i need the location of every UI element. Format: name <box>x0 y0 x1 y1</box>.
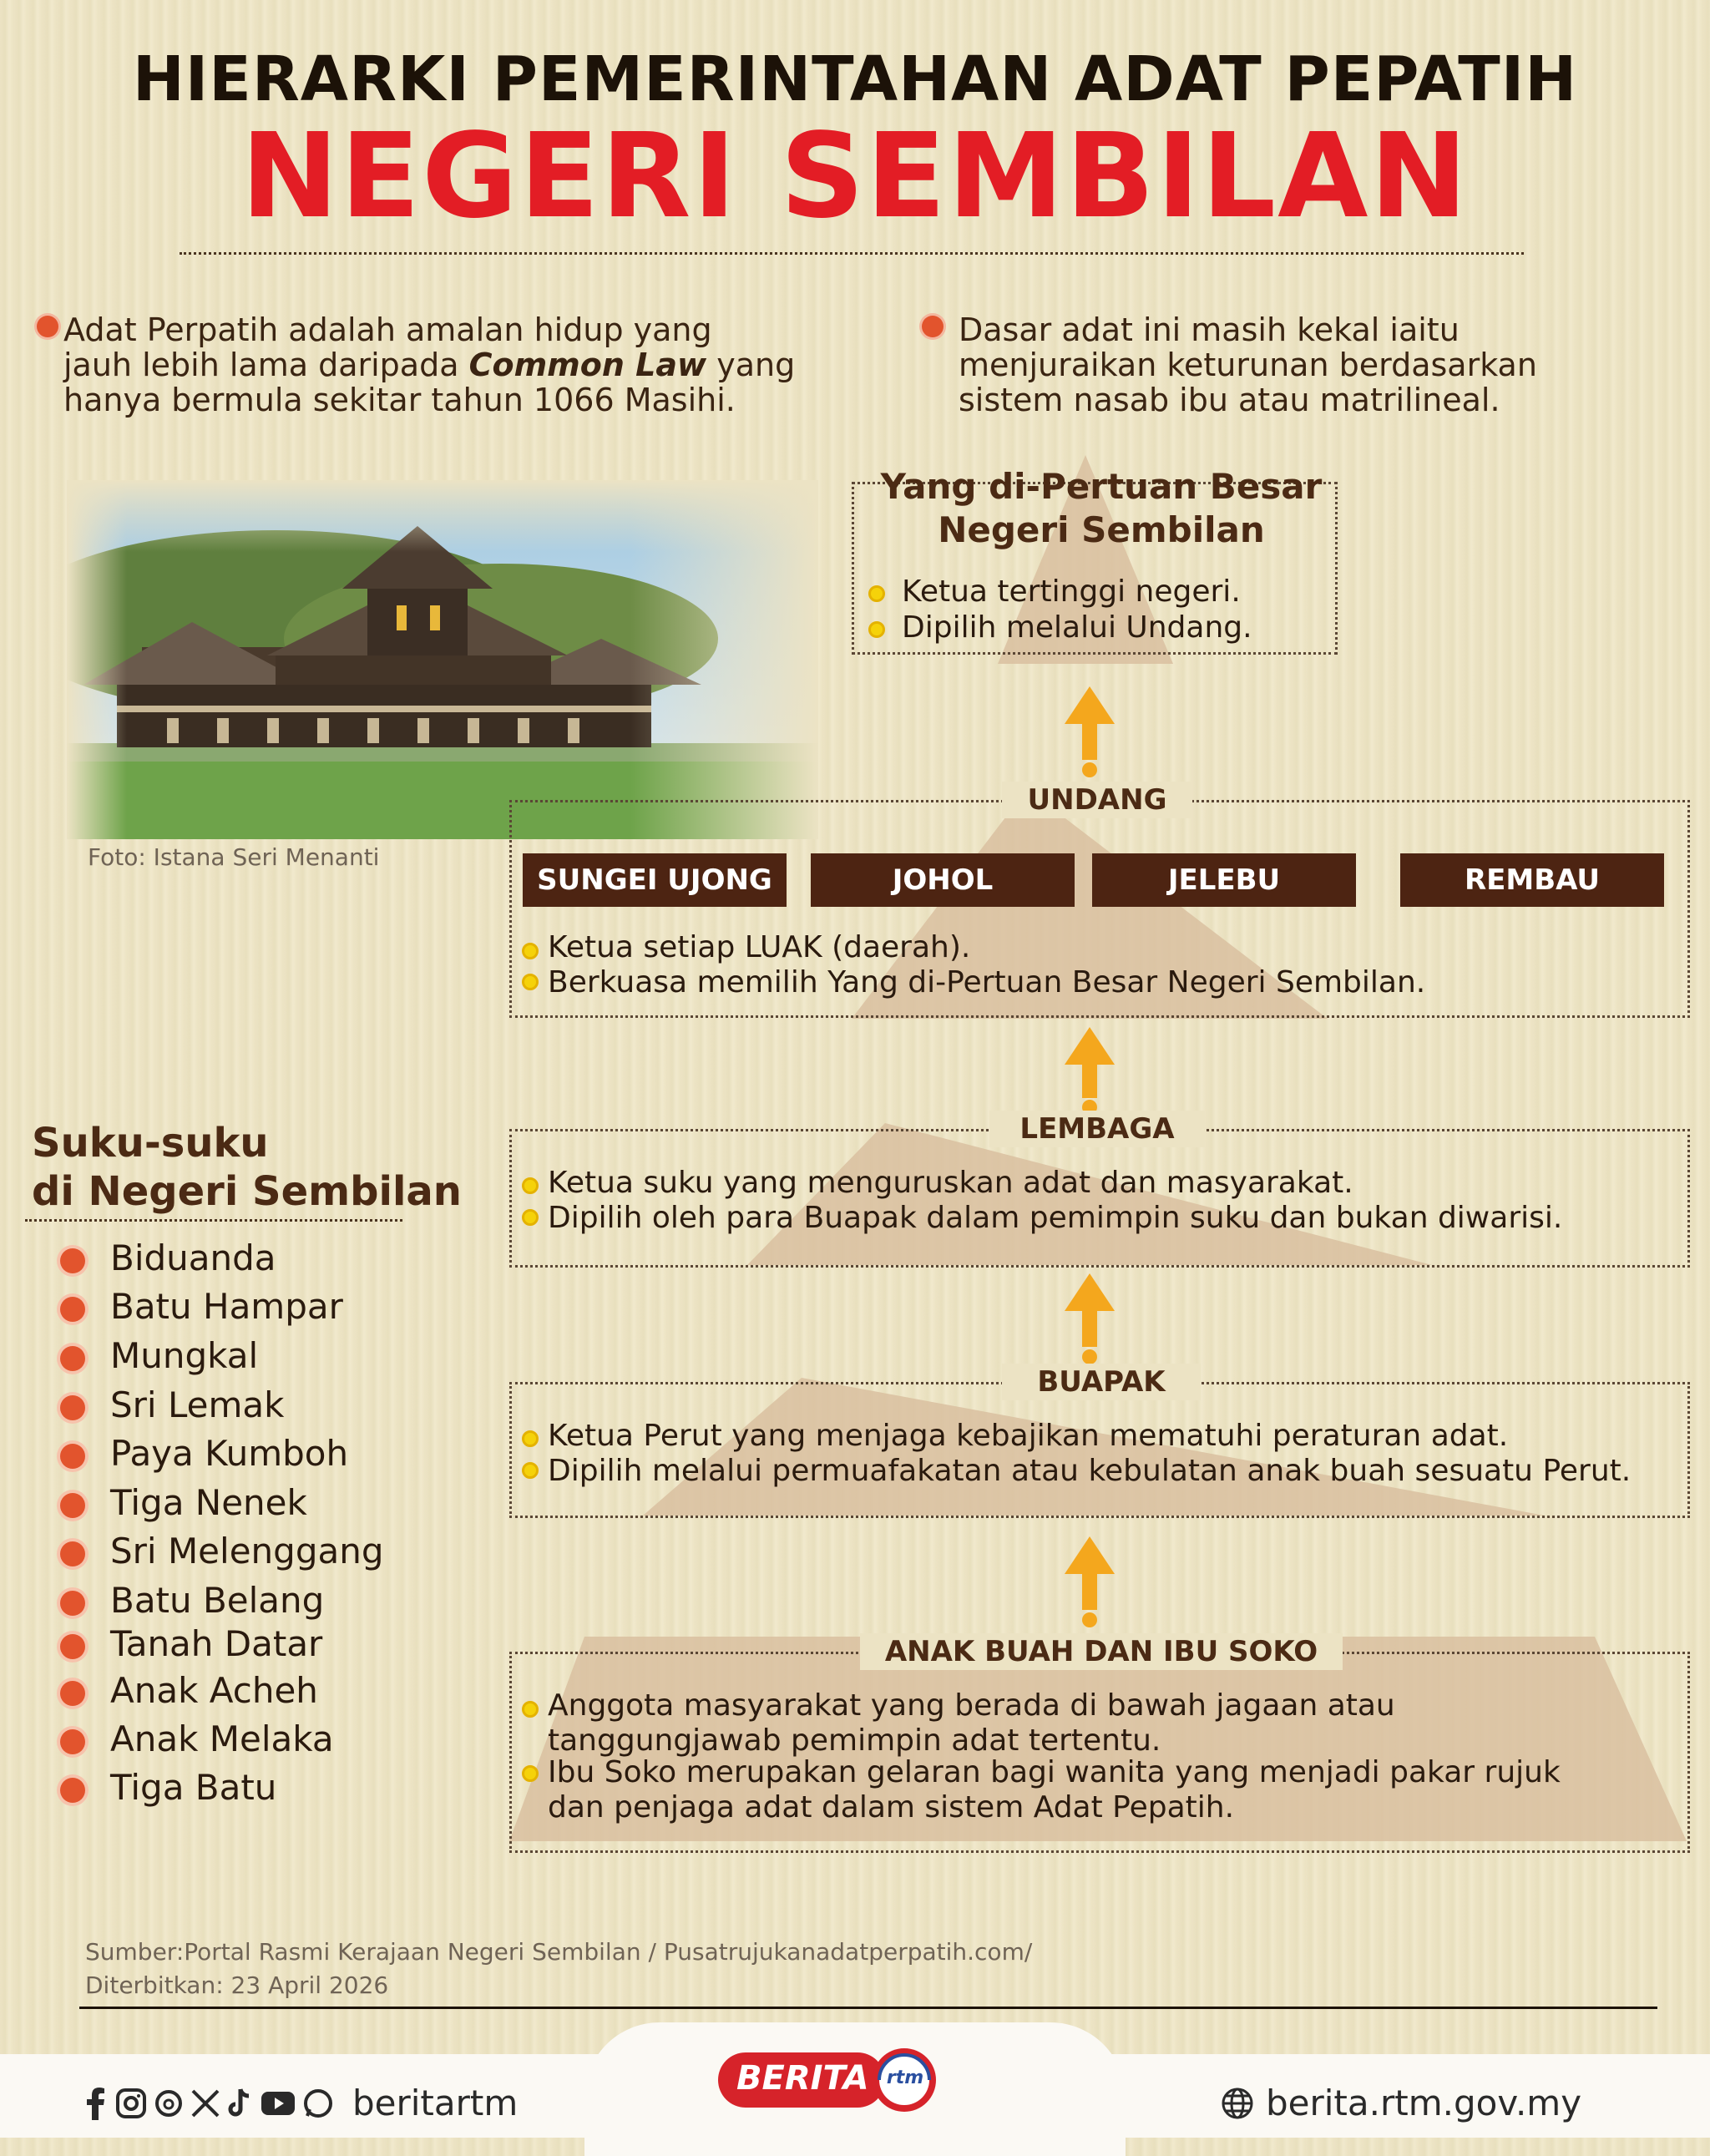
luak-jelebu: JELEBU <box>1092 853 1356 907</box>
luak-sungei-ujong: SUNGEI UJONG <box>523 853 787 907</box>
x-icon[interactable] <box>190 2088 220 2118</box>
footer-divider <box>79 2007 1657 2009</box>
arrow-up-icon <box>1065 1273 1115 1364</box>
anak-buah-bullet-2: Ibu Soko merupakan gelaran bagi wanita yang menjadi pakar rujuk dan penjaga adat dalam sistem Adat Pepatih. <box>548 1755 1561 1825</box>
yang-dipertuan-bullet-2: Dipilih melalui Undang. <box>902 610 1252 645</box>
undang-bullet-1: Ketua setiap LUAK (daerah). <box>548 930 971 964</box>
anak-buah-title: ANAK BUAH DAN IBU SOKO <box>860 1633 1343 1670</box>
intro-right: Dasar adat ini masih kekal iaitu menjuraikan keturunan berdasarkan sistem nasab ibu atau matrilineal. <box>959 311 1537 418</box>
luak-johol: JOHOL <box>811 853 1075 907</box>
suku-item: Paya Kumboh <box>110 1433 349 1474</box>
tiktok-icon[interactable] <box>227 2088 254 2119</box>
arrow-up-icon <box>1065 1027 1115 1115</box>
suku-item: Sri Melenggang <box>110 1531 384 1571</box>
arrow-up-icon <box>1065 686 1115 777</box>
suku-item: Sri Lemak <box>110 1384 285 1425</box>
website-url[interactable]: berita.rtm.gov.my <box>1266 2083 1582 2123</box>
suku-item: Anak Melaka <box>110 1718 334 1759</box>
bullet-icon <box>60 1493 85 1518</box>
bullet-icon <box>60 1591 85 1616</box>
bullet-icon <box>522 1209 539 1226</box>
photo-credit: Foto: Istana Seri Menanti <box>88 843 380 871</box>
globe-icon <box>1221 2087 1254 2120</box>
suku-heading: Suku-suku di Negeri Sembilan <box>32 1120 462 1215</box>
bullet-icon <box>60 1248 85 1273</box>
bullet-icon <box>522 1701 539 1718</box>
yang-dipertuan-bullet-1: Ketua tertinggi negeri. <box>902 574 1241 609</box>
bullet-icon <box>60 1634 85 1659</box>
whatsapp-icon[interactable] <box>302 2088 334 2119</box>
suku-item: Tanah Datar <box>110 1623 323 1664</box>
bullet-icon <box>60 1778 85 1803</box>
suku-divider <box>25 1219 402 1222</box>
undang-title: UNDANG <box>1002 782 1192 818</box>
luak-rembau: REMBAU <box>1400 853 1664 907</box>
yang-dipertuan-title: Yang di-Pertuan Besar Negeri Sembilan <box>880 466 1323 550</box>
suku-item: Batu Belang <box>110 1580 325 1621</box>
facebook-icon[interactable] <box>83 2087 109 2120</box>
logo-text: BERITA <box>736 2059 869 2098</box>
buapak-title: BUAPAK <box>1002 1364 1201 1400</box>
page-subtitle: NEGERI SEMBILAN <box>240 109 1470 245</box>
anak-buah-bullet-1: Anggota masyarakat yang berada di bawah jagaan atau tanggungjawab pemimpin adat tertentu. <box>548 1688 1395 1758</box>
page-title: HIERARKI PEMERINTAHAN ADAT PEPATIH <box>132 43 1578 115</box>
suku-item: Mungkal <box>110 1335 259 1376</box>
buapak-bullet-2: Dipilih melalui permuafakatan atau kebulatan anak buah sesuatu Perut. <box>548 1454 1632 1488</box>
buapak-bullet-1: Ketua Perut yang menjaga kebajikan mematuhi peraturan adat. <box>548 1419 1509 1453</box>
bullet-icon <box>522 974 539 990</box>
suku-item: Batu Hampar <box>110 1286 343 1327</box>
lembaga-bullet-1: Ketua suku yang menguruskan adat dan masyarakat. <box>548 1166 1353 1200</box>
lembaga-title: LEMBAGA <box>989 1111 1205 1147</box>
arrow-up-icon <box>1065 1536 1115 1627</box>
bullet-icon <box>60 1297 85 1322</box>
bullet-icon <box>522 943 539 959</box>
bullet-icon <box>60 1395 85 1420</box>
social-handle[interactable]: beritartm <box>352 2083 519 2123</box>
website-link[interactable] <box>1221 2083 1581 2123</box>
bullet-icon <box>60 1346 85 1371</box>
source-note: Sumber:Portal Rasmi Kerajaan Negeri Sembilan / Pusatrujukanadatperpatih.com/ Diterbitkan: 23 April 2026 <box>85 1938 1033 1999</box>
social-icons <box>83 2083 518 2123</box>
bullet-icon <box>868 585 885 602</box>
suku-item: Anak Acheh <box>110 1670 318 1711</box>
bullet-icon <box>60 1444 85 1469</box>
suku-item: Tiga Batu <box>110 1767 277 1808</box>
suku-item: Biduanda <box>110 1237 276 1278</box>
bullet-icon <box>60 1729 85 1754</box>
bullet-icon <box>522 1462 539 1479</box>
bullet-icon <box>522 1177 539 1194</box>
instagram-icon[interactable] <box>115 2088 147 2119</box>
lembaga-bullet-2: Dipilih oleh para Buapak dalam pemimpin suku dan bukan diwarisi. <box>548 1201 1563 1235</box>
bullet-icon <box>522 1430 539 1447</box>
bullet-icon <box>868 621 885 638</box>
berita-rtm-logo <box>716 2046 959 2114</box>
logo-badge: rtm <box>886 2067 924 2088</box>
bullet-icon <box>60 1681 85 1706</box>
bullet-icon <box>522 1765 539 1782</box>
bullet-icon <box>60 1541 85 1566</box>
youtube-icon[interactable] <box>261 2090 296 2117</box>
undang-bullet-2: Berkuasa memilih Yang di-Pertuan Besar Negeri Sembilan. <box>548 965 1426 1000</box>
suku-item: Tiga Nenek <box>110 1482 307 1523</box>
intro-left: Adat Perpatih adalah amalan hidup yang jauh lebih lama daripada Common Law yang hanya bermula sekitar tahun 1066 Masihi. <box>63 311 796 418</box>
threads-icon[interactable] <box>154 2088 184 2119</box>
